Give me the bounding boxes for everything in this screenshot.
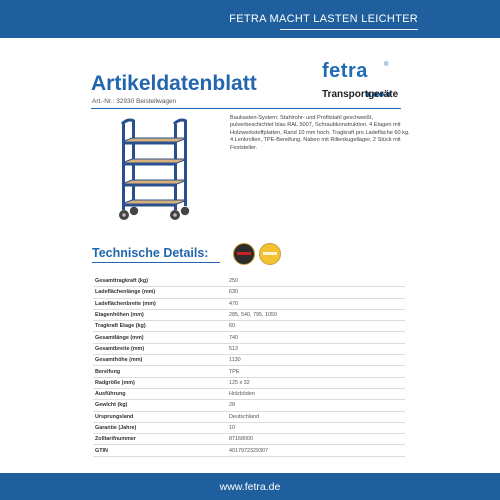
spec-value: 87168000 [226,434,406,445]
spec-value: 60 [226,321,406,332]
spec-key: Garantie (Jahre) [93,422,226,433]
spec-value: 1130 [226,355,406,366]
trolley-shelves [122,138,187,207]
spec-key: Zolltarifnummer [93,434,226,445]
spec-key: Gesamttragkraft (kg) [93,276,226,287]
spec-key: Bereifung [93,366,226,377]
brand-subtitle: Transportgeräte [322,89,399,100]
spec-key: Ladeflächenlänge (mm) [93,287,226,298]
spec-row [93,445,405,456]
logo-registered-mark: ® [384,62,389,68]
spec-key: Ausführung [93,388,226,399]
spec-key: Etagenhöhen (mm) [93,309,226,320]
spec-value: 285, 540, 795, 1050 [226,309,406,320]
spec-row [93,377,405,388]
trolley-wheels [119,207,189,220]
article-number: Art.-Nr.: 32930 Beistellwagen [92,98,177,105]
spec-value: 4017972329307 [226,445,406,456]
header-slogan: FETRA MACHT LASTEN LEICHTER [229,13,418,25]
spec-key: Gesamtbreite (mm) [93,343,226,354]
spec-row [93,276,405,287]
spec-key: Gewicht (kg) [93,400,226,411]
header-bar [0,0,500,38]
document-title: Artikeldatenblatt [91,72,257,95]
spec-row [93,309,405,320]
spec-row [93,343,405,354]
spec-row [93,355,405,366]
spec-row [93,434,405,445]
footer-bar [0,473,500,500]
spec-value: 10 [226,422,406,433]
spec-row [93,366,405,377]
spec-row [93,298,405,309]
technical-details-divider [92,262,220,263]
product-image [112,118,200,222]
spec-row [93,321,405,332]
logo-wordmark: fetra [322,60,368,82]
spec-row [93,411,405,422]
spec-value: 740 [226,332,406,343]
technical-details-heading: Technische Details: [92,246,209,260]
spec-value: 125 x 32 [226,377,406,388]
footer-url[interactable]: www.fetra.de [219,481,281,493]
spec-value: 470 [226,298,406,309]
spec-key: Ladeflächenbreite (mm) [93,298,226,309]
spec-key: Gesamtlänge (mm) [93,332,226,343]
spec-row [93,400,405,411]
spec-value: Holzböden [226,388,406,399]
spec-row [93,422,405,433]
spec-key: Gesamthöhe (mm) [93,355,226,366]
spec-key: GTIN [93,445,226,456]
quality-seal-icon [259,243,281,265]
spec-value: 250 [226,276,406,287]
spec-value: TPE [226,366,406,377]
spec-table [93,276,405,457]
spec-value: 28 [226,400,406,411]
header-slogan-underline [280,29,418,30]
spec-value: 630 [226,287,406,298]
spec-row [93,332,405,343]
spec-key: Radgröße (mm) [93,377,226,388]
spec-row [93,388,405,399]
spec-value: Deutschland [226,411,406,422]
spec-key: Ursprungsland [93,411,226,422]
made-in-germany-seal-icon [233,243,255,265]
spec-row [93,287,405,298]
spec-key: Tragkraft Etage (kg) [93,321,226,332]
title-divider [91,108,401,109]
spec-value: 513 [226,343,406,354]
product-description: Baukasten-System: Stahlrohr- und Profilstahl geschweißt, pulverbeschichtet blau RAL 5007, Schraubkonstruktion. 4 Etagen mit Holzwerkstoffplatten, Rand 10 mm hoch. Tragkraft pro Ladefläche 60 kg. 4 Lenkrollen, TPE-Bereifung, Naben mit Rillenkugellager, 2 Stück mit Feststeller. [230,115,410,151]
